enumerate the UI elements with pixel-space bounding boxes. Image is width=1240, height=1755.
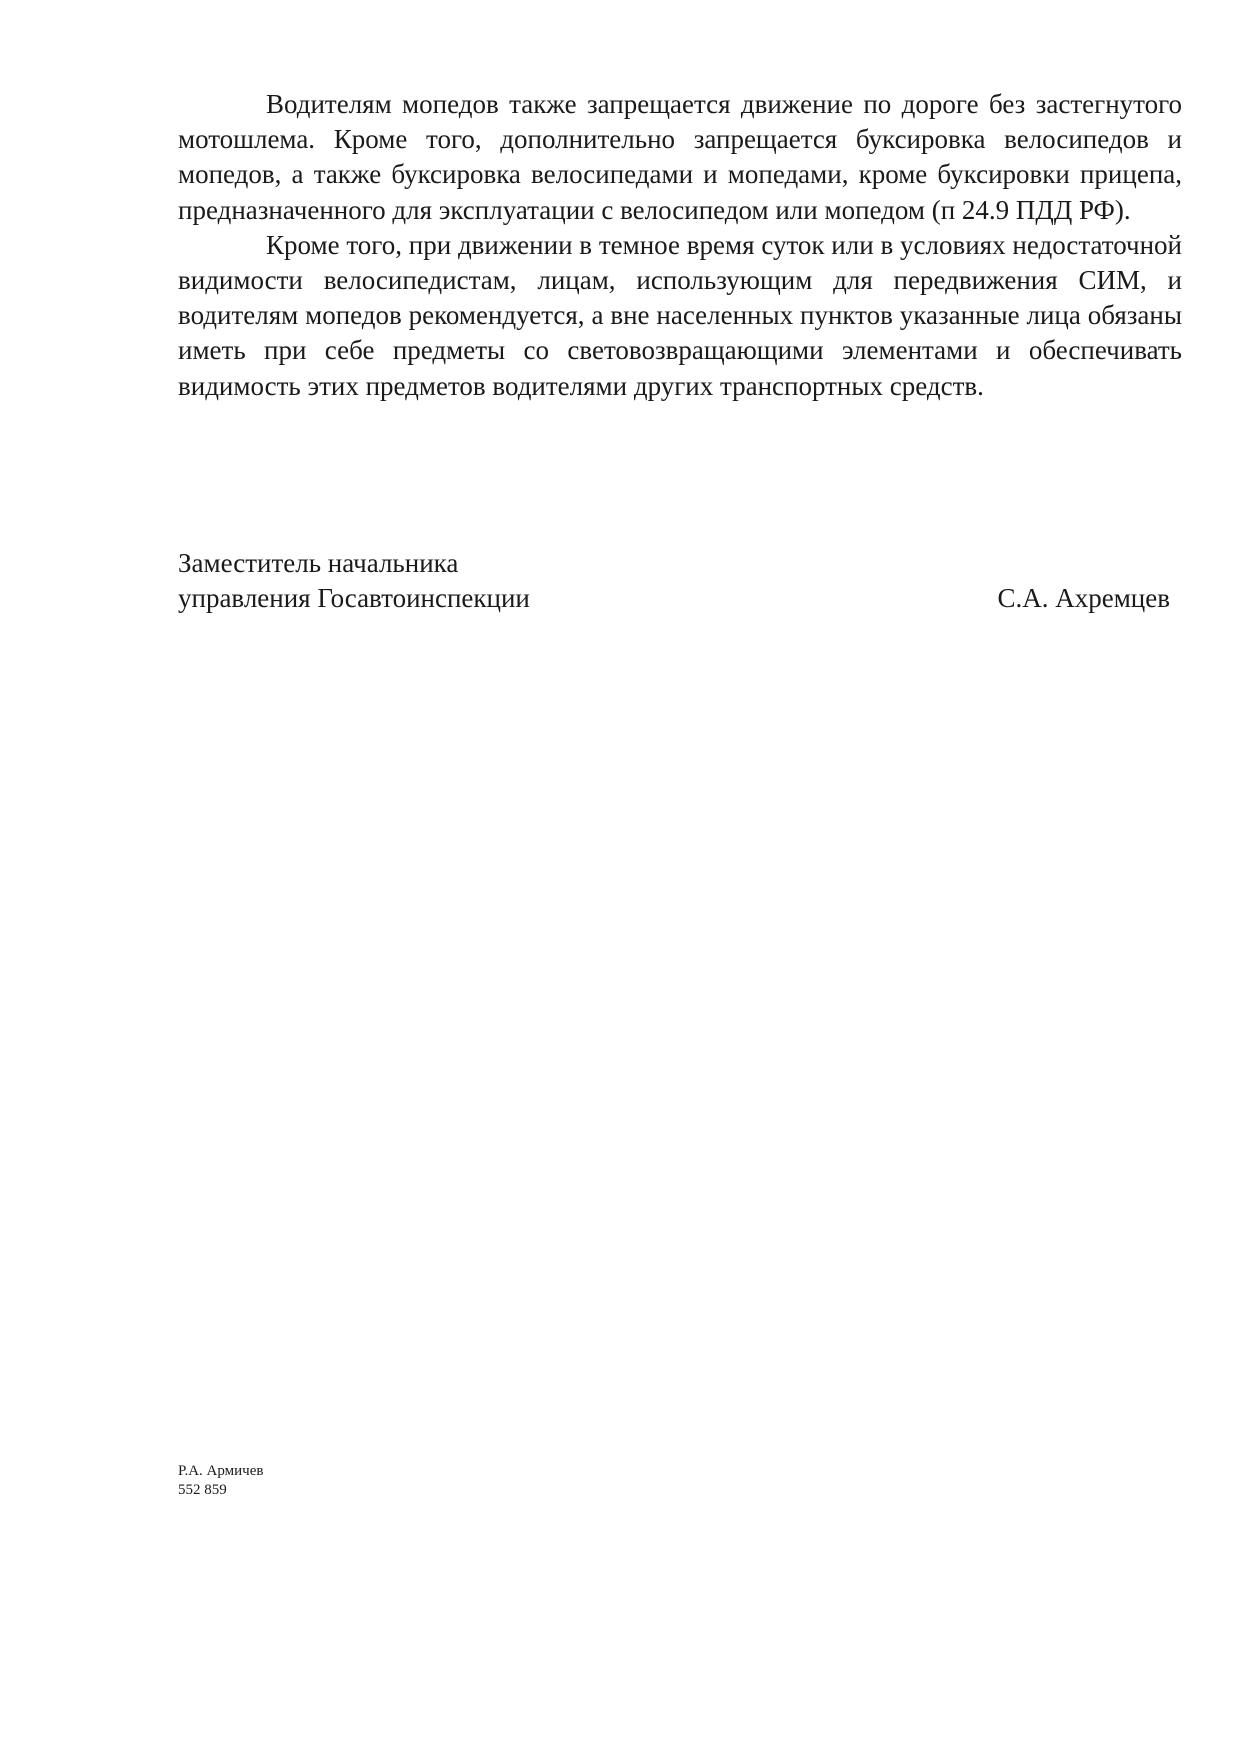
paragraph-visibility: Кроме того, при движении в темное время суток или в условиях недостаточной видимости велосипедистам, лицам, использующим для передвижения СИМ, и водителям мопедов рекомендуется, а вне населенных пунктов указанные лица обязаны иметь при себе предметы со световозвращающими элементами и обеспечивать видимость этих предметов водителями других транспортных средств. bbox=[178, 229, 1182, 401]
executor-name: Р.А. Армичев bbox=[178, 1463, 264, 1479]
signer-position-line1: Заместитель начальника bbox=[178, 548, 459, 578]
document-body bbox=[178, 87, 1182, 404]
signer-name: С.А. Ахремцев bbox=[997, 583, 1170, 613]
signature-line bbox=[178, 581, 1182, 616]
paragraph-mopeds: Водителям мопедов также запрещается движение по дороге без застегнутого мотошлема. Кроме того, дополнительно запрещается буксировка велосипедов и мопедов, а также буксировка велосипедами и мопедами, кроме буксировки прицепа, предназначенного для эксплуатации с велосипедом или мопедом (п 24.9 ПДД РФ). bbox=[178, 89, 1182, 225]
signer-position-line2: управления Госавтоинспекции bbox=[178, 583, 530, 613]
signature-block bbox=[178, 546, 1182, 616]
executor-block bbox=[178, 1462, 263, 1500]
executor-phone: 552 859 bbox=[178, 1482, 227, 1498]
